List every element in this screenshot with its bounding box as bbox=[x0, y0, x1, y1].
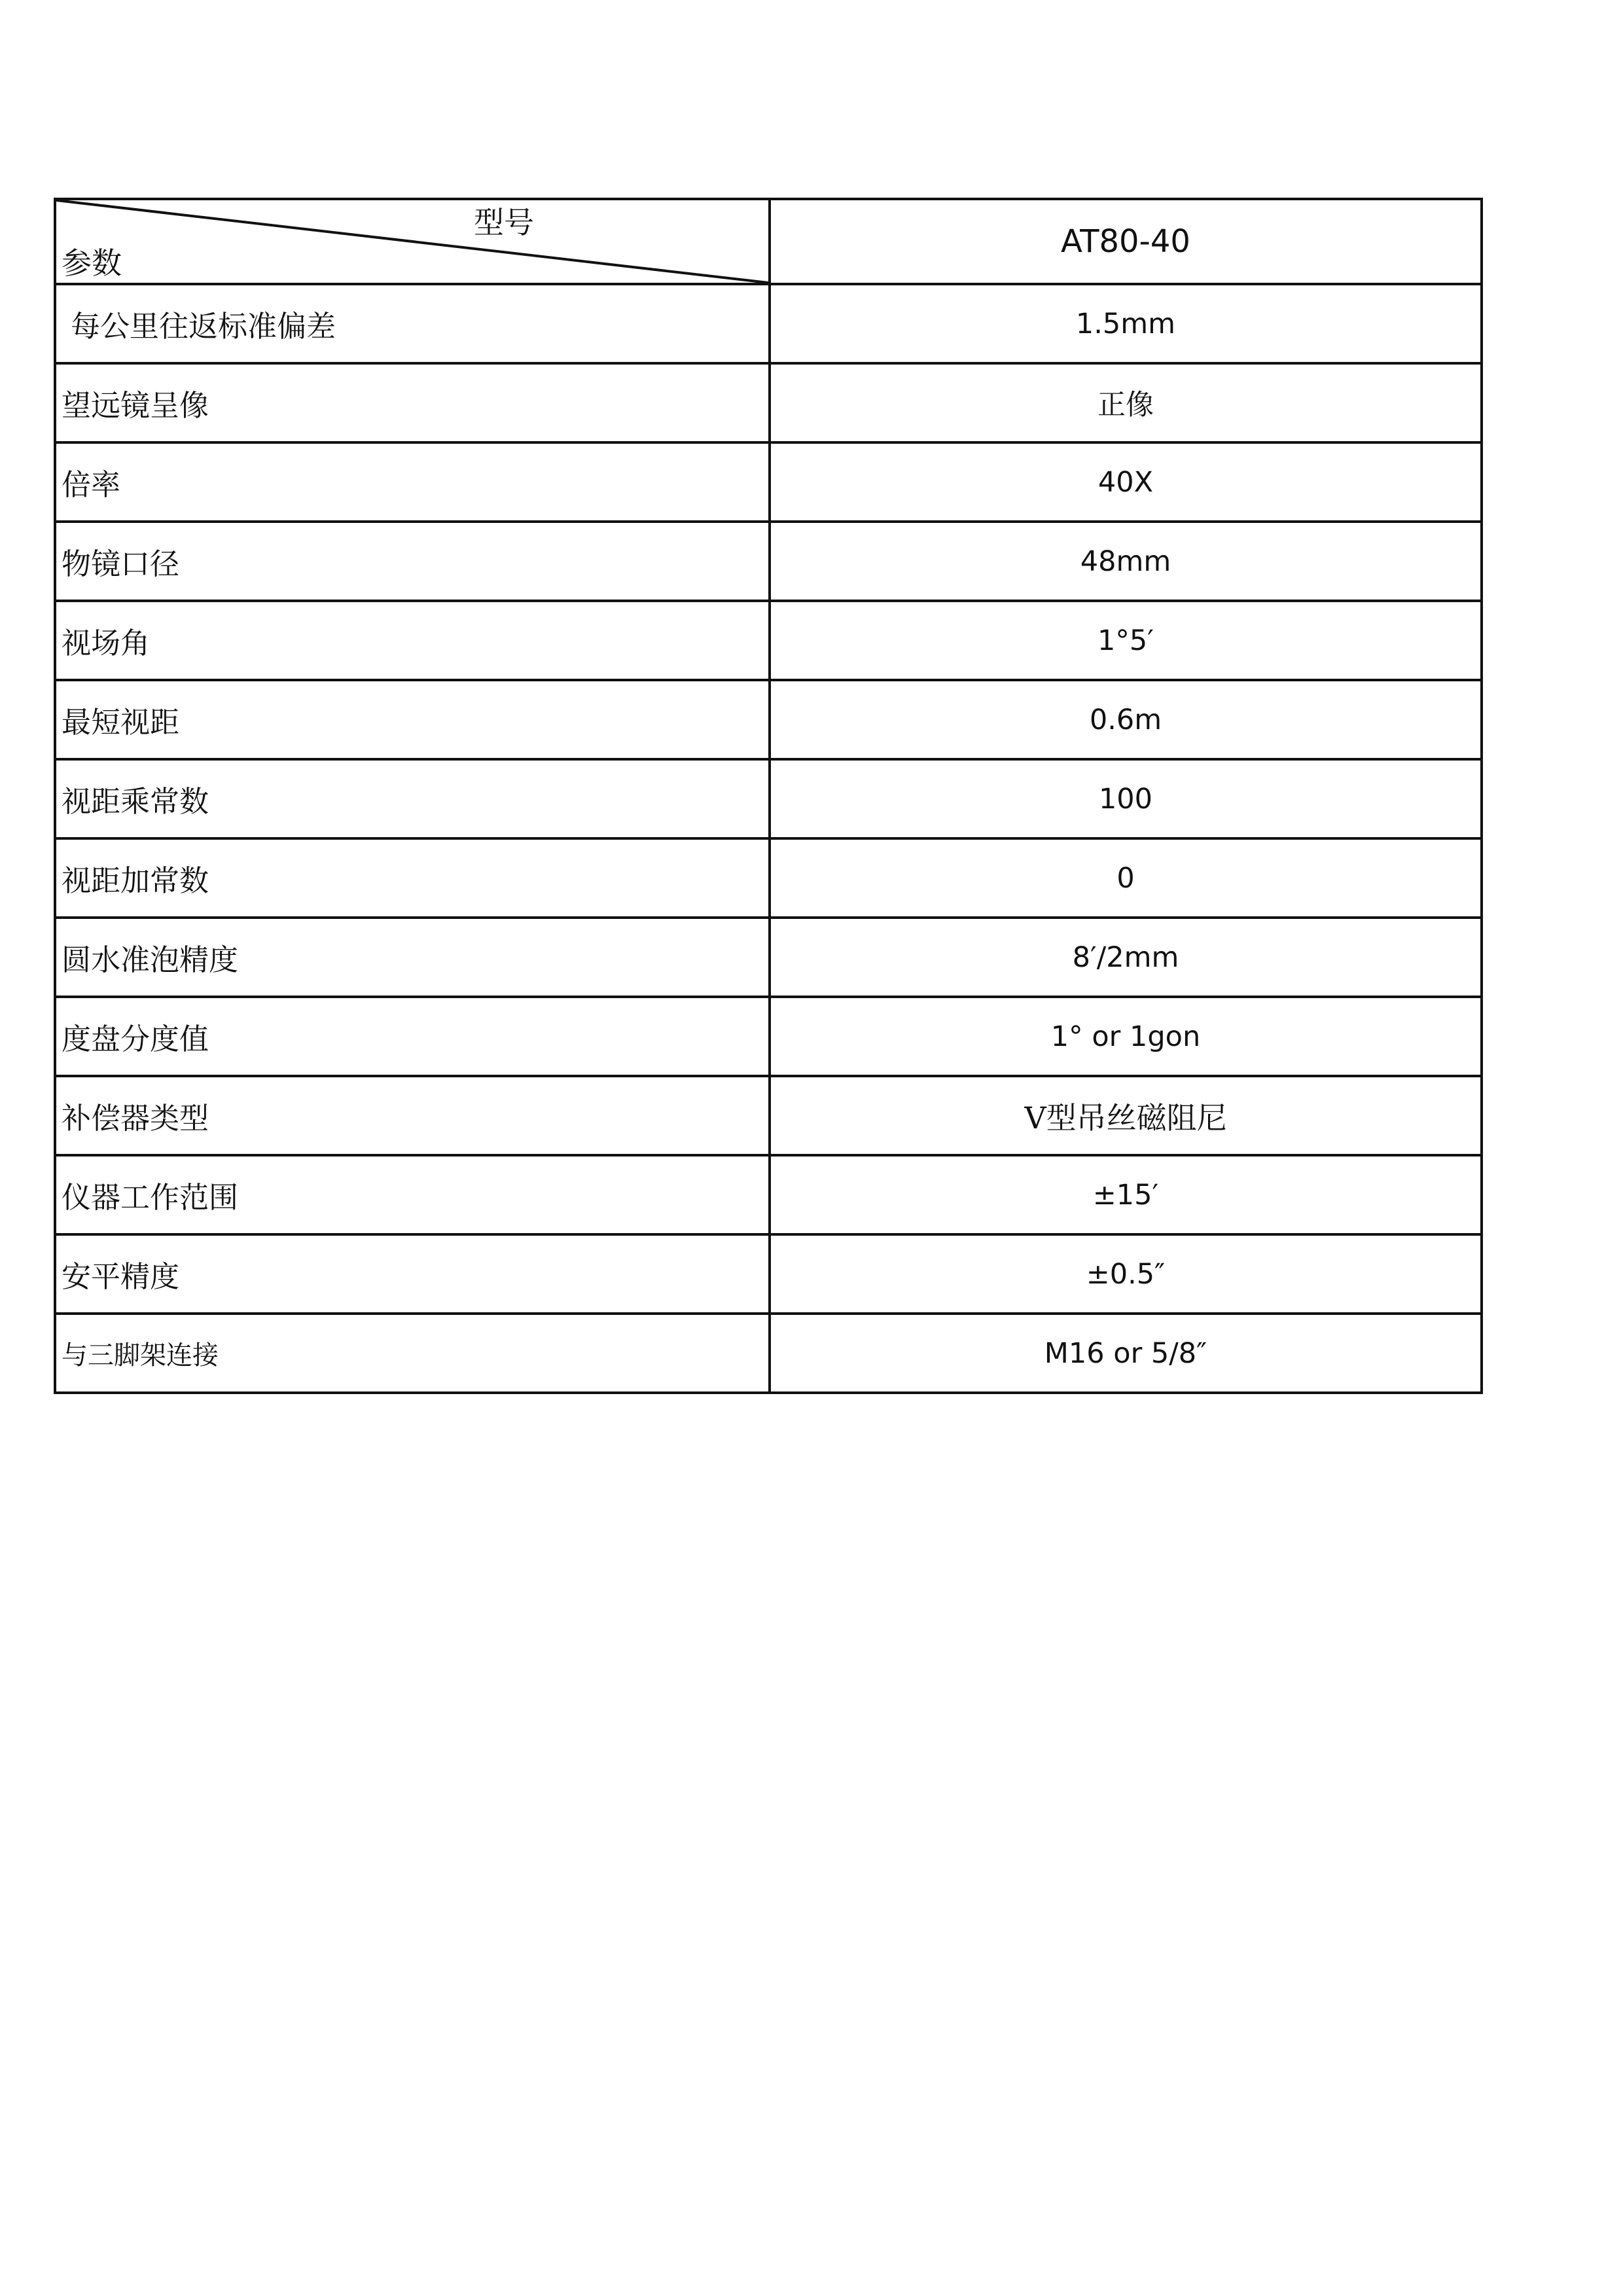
table-row bbox=[55, 759, 1482, 838]
table-row bbox=[55, 838, 1482, 918]
table-row bbox=[55, 1234, 1482, 1314]
value-cell: 0.6m bbox=[770, 680, 1482, 759]
value-cell: 48mm bbox=[770, 522, 1482, 601]
table-row bbox=[55, 601, 1482, 680]
param-cell: 每公里往返标准偏差 bbox=[55, 284, 770, 363]
value-cell: 1° or 1gon bbox=[770, 997, 1482, 1076]
table-header-row bbox=[55, 199, 1482, 284]
param-cell: 与三脚架连接 bbox=[55, 1314, 770, 1393]
table-row bbox=[55, 522, 1482, 601]
value-cell: 40X bbox=[770, 442, 1482, 522]
param-cell: 物镜口径 bbox=[55, 522, 770, 601]
table-row bbox=[55, 1155, 1482, 1234]
table-row bbox=[55, 1076, 1482, 1155]
spec-table bbox=[54, 198, 1483, 1394]
diagonal-header bbox=[56, 200, 768, 283]
table-row bbox=[55, 997, 1482, 1076]
value-cell: 1.5mm bbox=[770, 284, 1482, 363]
value-cell: 100 bbox=[770, 759, 1482, 838]
param-cell: 度盘分度值 bbox=[55, 997, 770, 1076]
param-cell: 仪器工作范围 bbox=[55, 1155, 770, 1234]
header-corner-cell bbox=[55, 199, 770, 284]
value-cell: 1°5′ bbox=[770, 601, 1482, 680]
header-model-label: 型号 bbox=[474, 205, 534, 240]
value-cell: ±15′ bbox=[770, 1155, 1482, 1234]
param-cell: 视场角 bbox=[55, 601, 770, 680]
param-cell: 视距加常数 bbox=[55, 838, 770, 918]
param-cell: 补偿器类型 bbox=[55, 1076, 770, 1155]
param-cell: 望远镜呈像 bbox=[55, 363, 770, 442]
value-cell: M16 or 5/8″ bbox=[770, 1314, 1482, 1393]
param-cell: 视距乘常数 bbox=[55, 759, 770, 838]
diagonal-line bbox=[56, 200, 768, 283]
table-row bbox=[55, 363, 1482, 442]
table-row bbox=[55, 442, 1482, 522]
value-cell: 0 bbox=[770, 838, 1482, 918]
table-row bbox=[55, 680, 1482, 759]
param-cell: 倍率 bbox=[55, 442, 770, 522]
value-cell: ±0.5″ bbox=[770, 1234, 1482, 1314]
param-cell: 最短视距 bbox=[55, 680, 770, 759]
param-cell: 圆水准泡精度 bbox=[55, 918, 770, 997]
value-cell: 8′/2mm bbox=[770, 918, 1482, 997]
header-param-label: 参数 bbox=[62, 245, 122, 281]
value-cell: 正像 bbox=[770, 363, 1482, 442]
table-row bbox=[55, 1314, 1482, 1393]
param-cell: 安平精度 bbox=[55, 1234, 770, 1314]
value-cell: V型吊丝磁阻尼 bbox=[770, 1076, 1482, 1155]
table-row bbox=[55, 918, 1482, 997]
table-row bbox=[55, 284, 1482, 363]
header-model-value: AT80-40 bbox=[770, 199, 1482, 284]
